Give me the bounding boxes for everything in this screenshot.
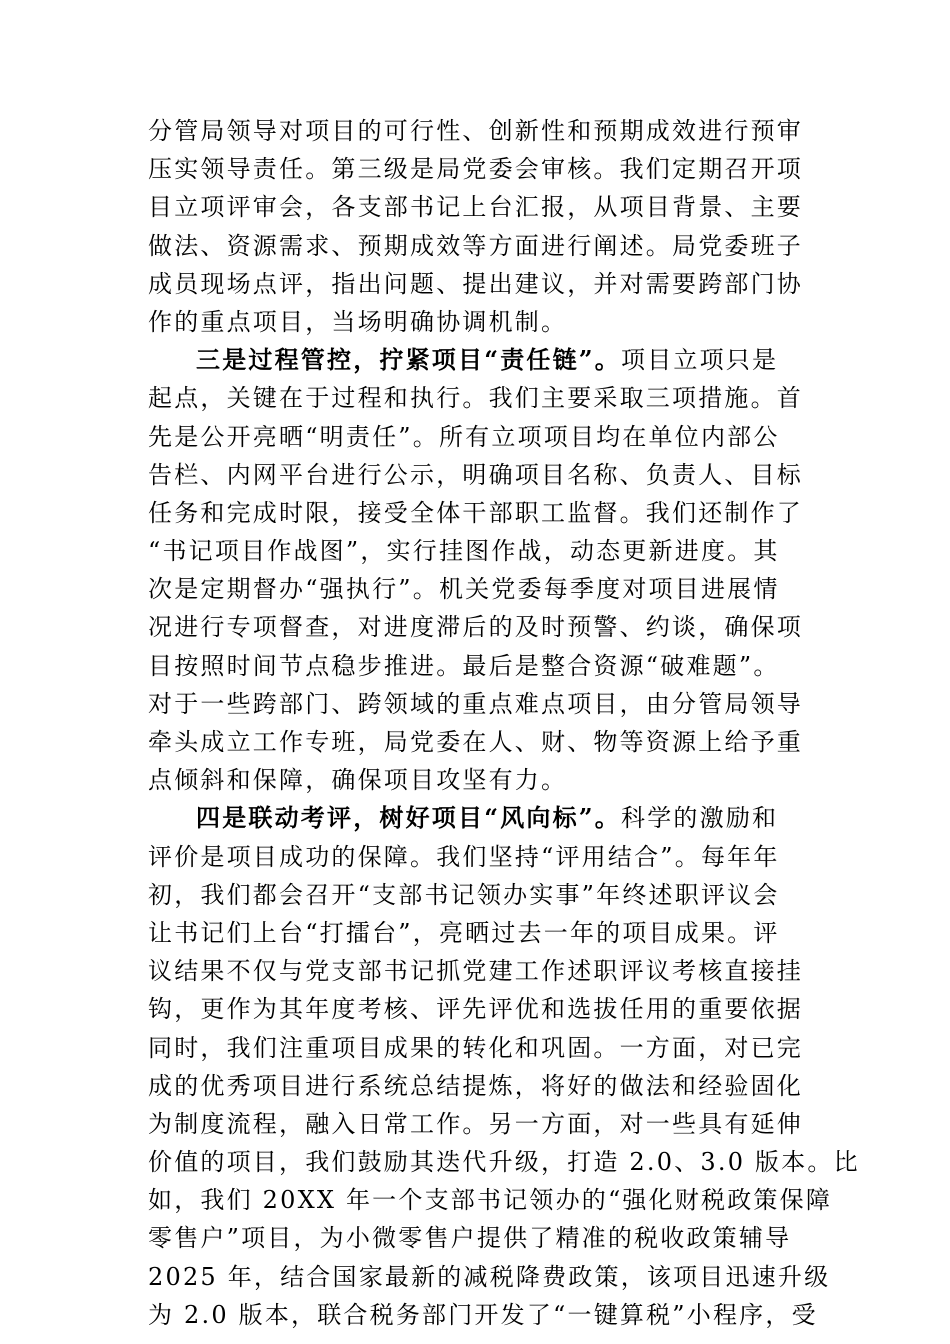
text-line: 况进行专项督查，对进度滞后的及时预警、约谈，确保项	[148, 613, 803, 642]
text-line: “书记项目作战图”，实行挂图作战，动态更新进度。其	[148, 537, 780, 566]
text-line: 做法、资源需求、预期成效等方面进行阐述。局党委班子	[148, 231, 803, 260]
text-line: 对于一些跨部门、跨领域的重点难点项目，由分管局领导	[148, 689, 803, 718]
document-body	[148, 112, 860, 1334]
text-line: 目立项评审会，各支部书记上台汇报，从项目背景、主要	[148, 193, 803, 222]
text-line: 让书记们上台“打擂台”，亮晒过去一年的项目成果。评	[148, 918, 780, 947]
text-line: 如，我们 20XX 年一个支部书记领办的“强化财税政策保障	[148, 1186, 833, 1215]
text-line: 为 2.0 版本，联合税务部门开发了“一键算税”小程序，受	[148, 1300, 818, 1329]
text-line: 告栏、内网平台进行公示，明确项目名称、负责人、目标	[148, 460, 803, 489]
text-line: 分管局领导对项目的可行性、创新性和预期成效进行预审	[148, 117, 803, 145]
text-line: 价值的项目，我们鼓励其迭代升级，打造 2.0、3.0 版本。比	[148, 1148, 860, 1177]
section-four-lead-text: 科学的激励和	[621, 804, 779, 833]
text-line: 牵头成立工作专班，局党委在人、财、物等资源上给予重	[148, 728, 803, 756]
section-three-lead-text: 项目立项只是	[621, 346, 779, 375]
text-line: 起点，关键在于过程和执行。我们主要采取三项措施。首	[148, 384, 803, 413]
text-line: 成员现场点评，指出问题、提出建议，并对需要跨部门协	[148, 269, 803, 298]
text-line: 先是公开亮晒“明责任”。所有立项项目均在单位内部公	[148, 422, 780, 451]
text-line: 压实领导责任。第三级是局党委会审核。我们定期召开项	[148, 155, 803, 184]
section-four-heading: 四是联动考评，树好项目“风向标”。	[196, 803, 622, 833]
text-line: 零售户”项目，为小微零售户提供了精准的税收政策辅导	[148, 1224, 792, 1253]
text-line: 评价是项目成功的保障。我们坚持“评用结合”。每年年	[148, 842, 780, 871]
text-line: 议结果不仅与党支部书记抓党建工作述职评议考核直接挂	[148, 957, 803, 986]
text-line: 2025 年，结合国家最新的减税降费政策，该项目迅速升级	[148, 1262, 831, 1291]
text-line: 任务和完成时限，接受全体干部职工监督。我们还制作了	[148, 498, 803, 527]
text-line: 作的重点项目，当场明确协调机制。	[148, 307, 568, 336]
section-three-heading: 三是过程管控，拧紧项目“责任链”。	[196, 345, 622, 375]
text-line: 点倾斜和保障，确保项目攻坚有力。	[148, 766, 568, 795]
text-line: 同时，我们注重项目成果的转化和巩固。一方面，对已完	[148, 1033, 803, 1062]
text-line: 钩，更作为其年度考核、评先评优和选拔任用的重要依据	[148, 995, 803, 1024]
section-four-heading-line	[148, 799, 804, 837]
text-line: 初，我们都会召开“支部书记领办实事”年终述职评议会	[148, 880, 780, 909]
section-three-heading-line	[148, 341, 804, 379]
text-line: 为制度流程，融入日常工作。另一方面，对一些具有延伸	[148, 1109, 803, 1138]
text-line: 次是定期督办“强执行”。机关党委每季度对项目进展情	[148, 575, 780, 604]
text-line: 目按照时间节点稳步推进。最后是整合资源“破难题”。	[148, 651, 780, 680]
text-line: 成的优秀项目进行系统总结提炼，将好的做法和经验固化	[148, 1071, 803, 1100]
